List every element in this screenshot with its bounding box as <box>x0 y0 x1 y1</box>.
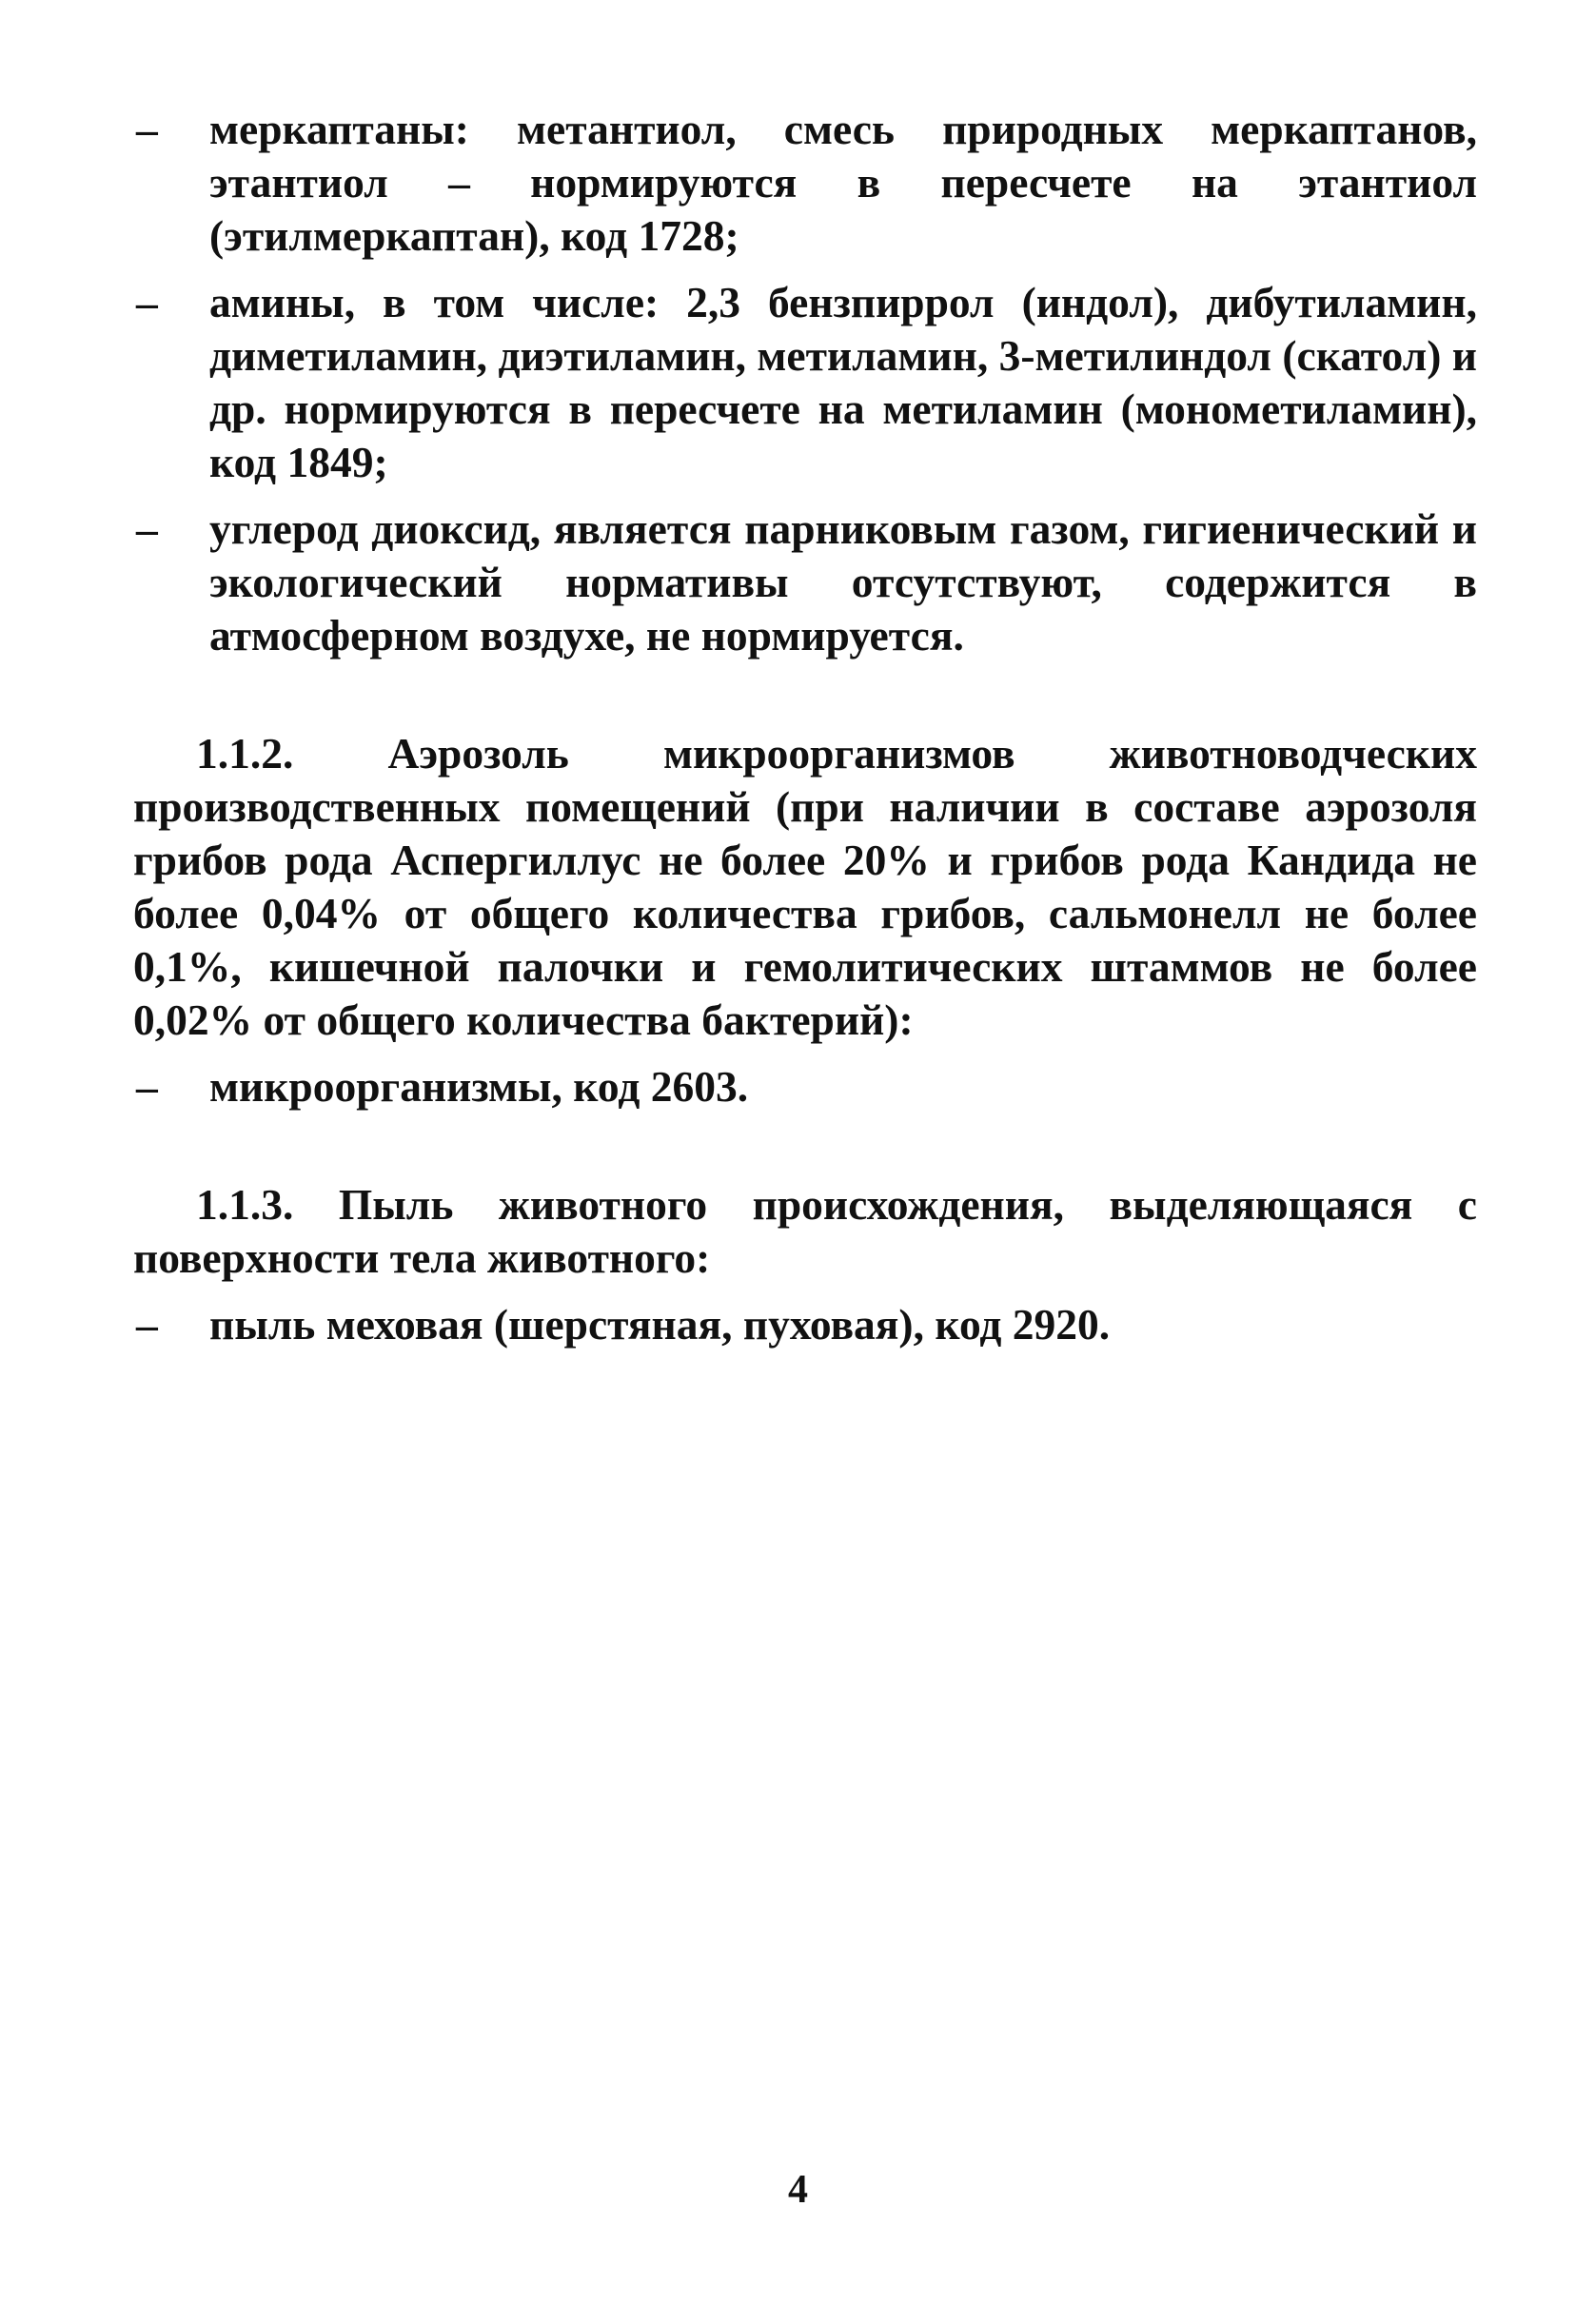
list-item-microorganisms <box>133 1060 1477 1113</box>
bullet-dash: – <box>136 504 158 553</box>
paragraph-1-1-3: 1.1.3. Пыль животного происхождения, выделяющаяся с поверхности тела животного: <box>133 1180 1477 1282</box>
bullet-dash: – <box>136 278 158 326</box>
list-item-text: меркаптаны: метантиол, смесь природных меркаптанов, этантиол – нормируются в пересчете на этантиол (этилмеркаптан), код 1728; <box>209 105 1477 260</box>
list-item-text: пыль меховая (шерстяная, пуховая), код 2920. <box>209 1300 1111 1349</box>
list-item-text: микроорганизмы, код 2603. <box>209 1062 749 1111</box>
list-item-fur-dust <box>133 1298 1477 1351</box>
paragraph-1-1-2: 1.1.2. Аэрозоль микроорганизмов животноводческих производственных помещений (при наличии в составе аэрозоля грибов рода Аспергиллус не более 20% и грибов рода Кандида не более 0,04% от общего количества грибов, сальмонелл не более 0,1%, кишечной палочки и гемолитических штаммов не более 0,02% от общего количества бактерий): <box>133 729 1477 1044</box>
bullet-dash: – <box>136 1062 158 1111</box>
bullet-dash: – <box>136 105 158 153</box>
list-item-amines <box>133 276 1477 489</box>
bullet-dash: – <box>136 1300 158 1349</box>
list-item-text: углерод диоксид, является парниковым газом, гигиенический и экологический нормативы отсутствуют, содержится в атмосферном воздухе, не нормируется. <box>209 504 1477 660</box>
list-item-text: амины, в том числе: 2,3 бензпиррол (индол), дибутиламин, диметиламин, диэтиламин, метиламин, 3-метилиндол (скатол) и др. нормируются в пересчете на метиламин (монометиламин), код 1849; <box>209 278 1477 486</box>
page-number: 4 <box>788 2168 808 2212</box>
list-item-carbon-dioxide <box>133 502 1477 662</box>
list-item-mercaptans <box>133 103 1477 263</box>
page-content <box>133 103 1477 1351</box>
